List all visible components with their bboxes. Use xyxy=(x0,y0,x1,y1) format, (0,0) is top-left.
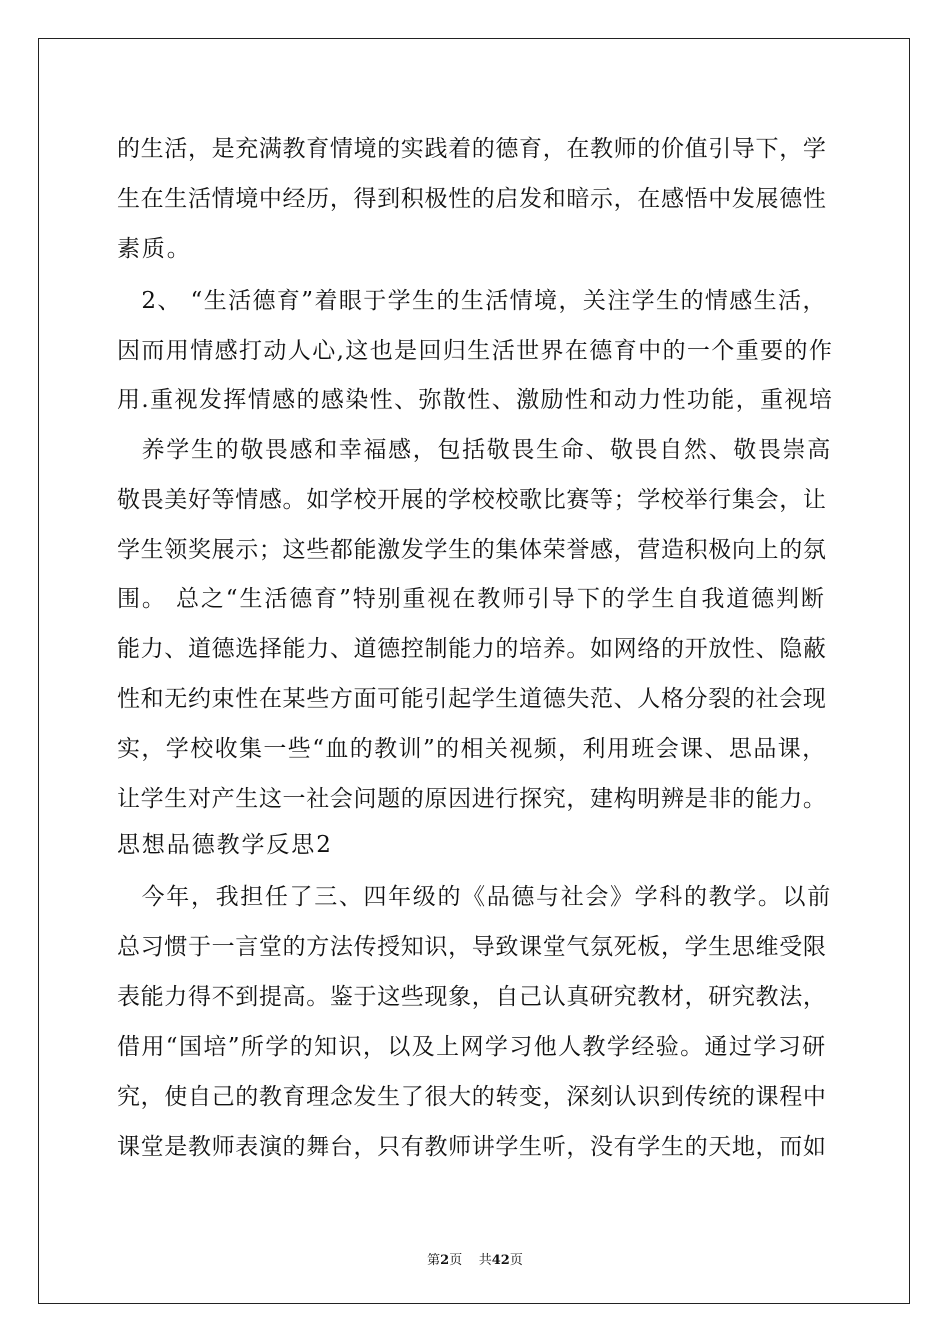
footer-prefix: 第 xyxy=(427,1253,441,1268)
text-line: 素质。 xyxy=(117,236,192,262)
current-page-number: 2 xyxy=(440,1253,450,1268)
footer-page-unit: 页 xyxy=(449,1253,463,1268)
text-line: 用.重视发挥情感的感染性、弥散性、激励性和动力性功能，重视培 xyxy=(117,387,834,413)
section-title: 思想品德教学反思2 xyxy=(117,832,333,858)
text-line: 因而用情感打动人心,这也是回归生活世界在德育中的一个重要的作 xyxy=(117,338,834,364)
text-line: 借用“国培”所学的知识，以及上网学习他人教学经验。通过学习研 xyxy=(117,1034,827,1060)
text-line: 敬畏美好等情感。如学校开展的学校校歌比赛等；学校举行集会，让 xyxy=(117,487,827,513)
text-line: 养学生的敬畏感和幸福感，包括敬畏生命、敬畏自然、敬畏崇高 xyxy=(117,437,832,463)
text-line: 课堂是教师表演的舞台，只有教师讲学生听，没有学生的天地，而如 xyxy=(117,1134,827,1160)
text-line: 今年，我担任了三、四年级的《品德与社会》学科的教学。以前 xyxy=(117,884,832,910)
footer-total-unit: 页 xyxy=(509,1253,523,1268)
footer-total-prefix: 共 xyxy=(478,1253,492,1268)
total-pages-number: 42 xyxy=(491,1253,510,1268)
text-line: 围。 总之“生活德育”特别重视在教师引导下的学生自我道德判断 xyxy=(117,586,826,612)
text-line: 2、 “生活德育”着眼于学生的生活情境，关注学生的情感生活， xyxy=(117,288,827,314)
page-border xyxy=(38,38,910,1304)
text-line: 能力、道德选择能力、道德控制能力的培养。如网络的开放性、隐蔽 xyxy=(117,636,827,662)
text-line: 性和无约束性在某些方面可能引起学生道德失范、人格分裂的社会现 xyxy=(117,686,827,712)
text-line: 表能力得不到提高。鉴于这些现象，自己认真研究教材，研究教法， xyxy=(117,984,827,1010)
text-line: 总习惯于一言堂的方法传授知识，导致课堂气氛死板，学生思维受限 xyxy=(117,934,827,960)
text-line: 实，学校收集一些“血的教训”的相关视频，利用班会课、思品课， xyxy=(117,736,827,762)
text-line: 学生领奖展示；这些都能激发学生的集体荣誉感，营造积极向上的氛 xyxy=(117,537,827,563)
text-line: 究，使自己的教育理念发生了很大的转变，深刻认识到传统的课程中 xyxy=(117,1084,827,1110)
text-line: 生在生活情境中经历，得到积极性的启发和暗示，在感悟中发展德性 xyxy=(117,186,827,212)
text-line: 的生活，是充满教育情境的实践着的德育，在教师的价值引导下，学 xyxy=(117,136,827,162)
text-line: 让学生对产生这一社会问题的原因进行探究，建构明辨是非的能力。 xyxy=(117,786,827,812)
page-footer xyxy=(0,1249,950,1268)
